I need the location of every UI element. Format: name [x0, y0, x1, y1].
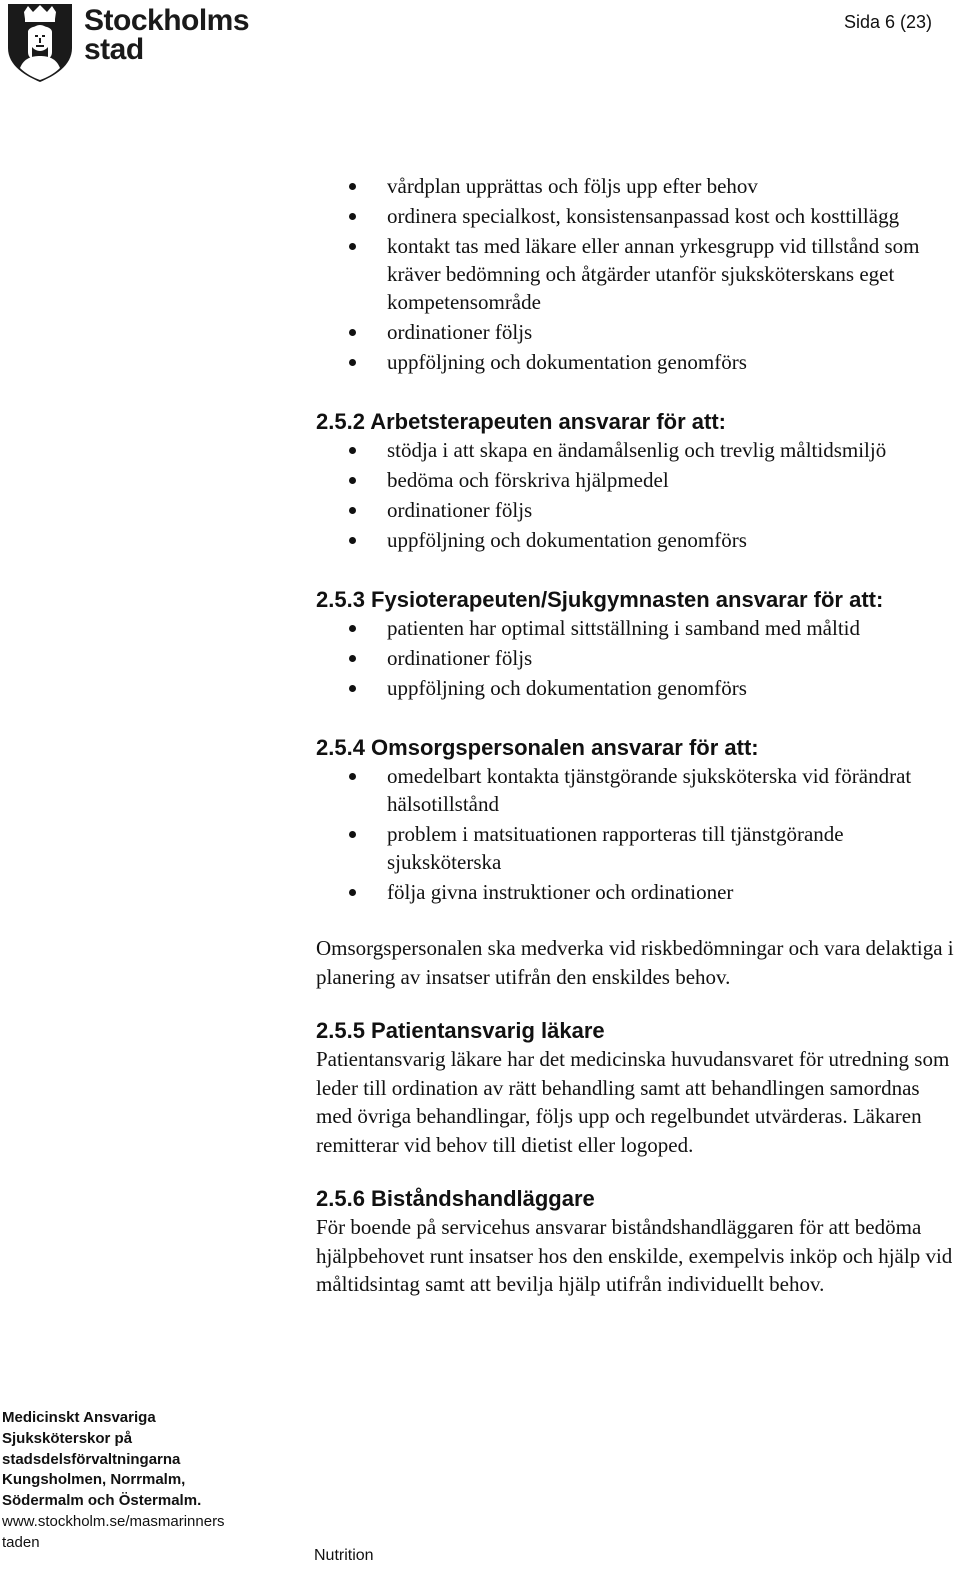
stockholms-stad-logo	[6, 2, 250, 86]
section-2-5-4-paragraph: Omsorgspersonalen ska medverka vid riskbedömningar och vara delaktiga i planering av insatser utifrån den enskildes behov.	[316, 936, 954, 989]
main-content	[316, 172, 956, 1299]
spacer	[316, 704, 956, 734]
spacer	[316, 991, 956, 1017]
list-item: ordinera specialkost, konsistensanpassad kost och kosttillägg	[316, 202, 956, 230]
list-item: följa givna instruktioner och ordinationer	[316, 878, 956, 906]
list-item: ordinationer följs	[316, 318, 956, 346]
logo-text-line2: stad	[84, 33, 144, 66]
sender-title: Medicinskt Ansvariga Sjuksköterskor på stadsdelsförvaltningarna Kungsholmen, Norrmalm, Södermalm och Östermalm.	[2, 1409, 202, 1510]
section-heading-2-5-4: 2.5.4 Omsorgspersonalen ansvarar för att:	[316, 735, 759, 760]
logo-text-line1: Stockholms	[84, 4, 250, 37]
section-2-5-3-list	[316, 614, 956, 702]
list-item: problem i matsituationen rapporteras till tjänstgörande sjuksköterska	[316, 820, 956, 876]
section-heading-2-5-6: 2.5.6 Biståndshandläggare	[316, 1186, 595, 1211]
list-item: ordinationer följs	[316, 496, 956, 524]
list-item: kontakt tas med läkare eller annan yrkesgrupp vid tillstånd som kräver bedömning och åtgärder utanför sjuksköterskans eget kompetensområde	[316, 232, 956, 316]
list-item: bedöma och förskriva hjälpmedel	[316, 466, 956, 494]
list-item: uppföljning och dokumentation genomförs	[316, 674, 956, 702]
list-item: vårdplan upprättas och följs upp efter behov	[316, 172, 956, 200]
section-2-5-2-list	[316, 436, 956, 554]
section-heading-2-5-5: 2.5.5 Patientansvarig läkare	[316, 1018, 605, 1043]
list-item: stödja i att skapa en ändamålsenlig och trevlig måltidsmiljö	[316, 436, 956, 464]
logo-wordmark	[84, 6, 249, 64]
page-number: Sida 6 (23)	[843, 12, 932, 32]
list-item: patienten har optimal sittställning i samband med måltid	[316, 614, 956, 642]
spacer	[316, 908, 956, 934]
spacer	[316, 1159, 956, 1185]
list-item: ordinationer följs	[316, 644, 956, 672]
footer-document-label: Nutrition	[314, 1547, 374, 1564]
intro-list	[316, 172, 956, 376]
section-2-5-4-list	[316, 762, 956, 906]
section-2-5-6-paragraph: För boende på servicehus ansvarar biståndshandläggaren för att bedöma hjälpbehovet runt insatser hos den enskilde, exempelvis inköp och hjälp vid måltidsintag samt att bevilja hjälp utifrån individuellt behov.	[316, 1215, 953, 1296]
section-2-5-5-paragraph: Patientansvarig läkare har det medicinska huvudansvaret för utredning som leder till ordination av rätt behandling samt att behandlingen samordnas med övriga behandlingar, följs upp och regelbundet utvärderas. Läkaren remitterar vid behov till dietist eller logoped.	[316, 1047, 950, 1157]
spacer	[316, 378, 956, 408]
list-item: uppföljning och dokumentation genomförs	[316, 348, 956, 376]
section-heading-2-5-2: 2.5.2 Arbetsterapeuten ansvarar för att:	[316, 409, 726, 434]
section-heading-2-5-3: 2.5.3 Fysioterapeuten/Sjukgymnasten ansvarar för att:	[316, 587, 884, 612]
list-item: uppföljning och dokumentation genomförs	[316, 526, 956, 554]
sender-info	[2, 1408, 262, 1554]
list-item: omedelbart kontakta tjänstgörande sjuksköterska vid förändrat hälsotillstånd	[316, 762, 956, 818]
sender-url: www.stockholm.se/masmarinners taden	[2, 1512, 225, 1551]
spacer	[316, 556, 956, 586]
crown-shield-icon	[6, 2, 76, 84]
